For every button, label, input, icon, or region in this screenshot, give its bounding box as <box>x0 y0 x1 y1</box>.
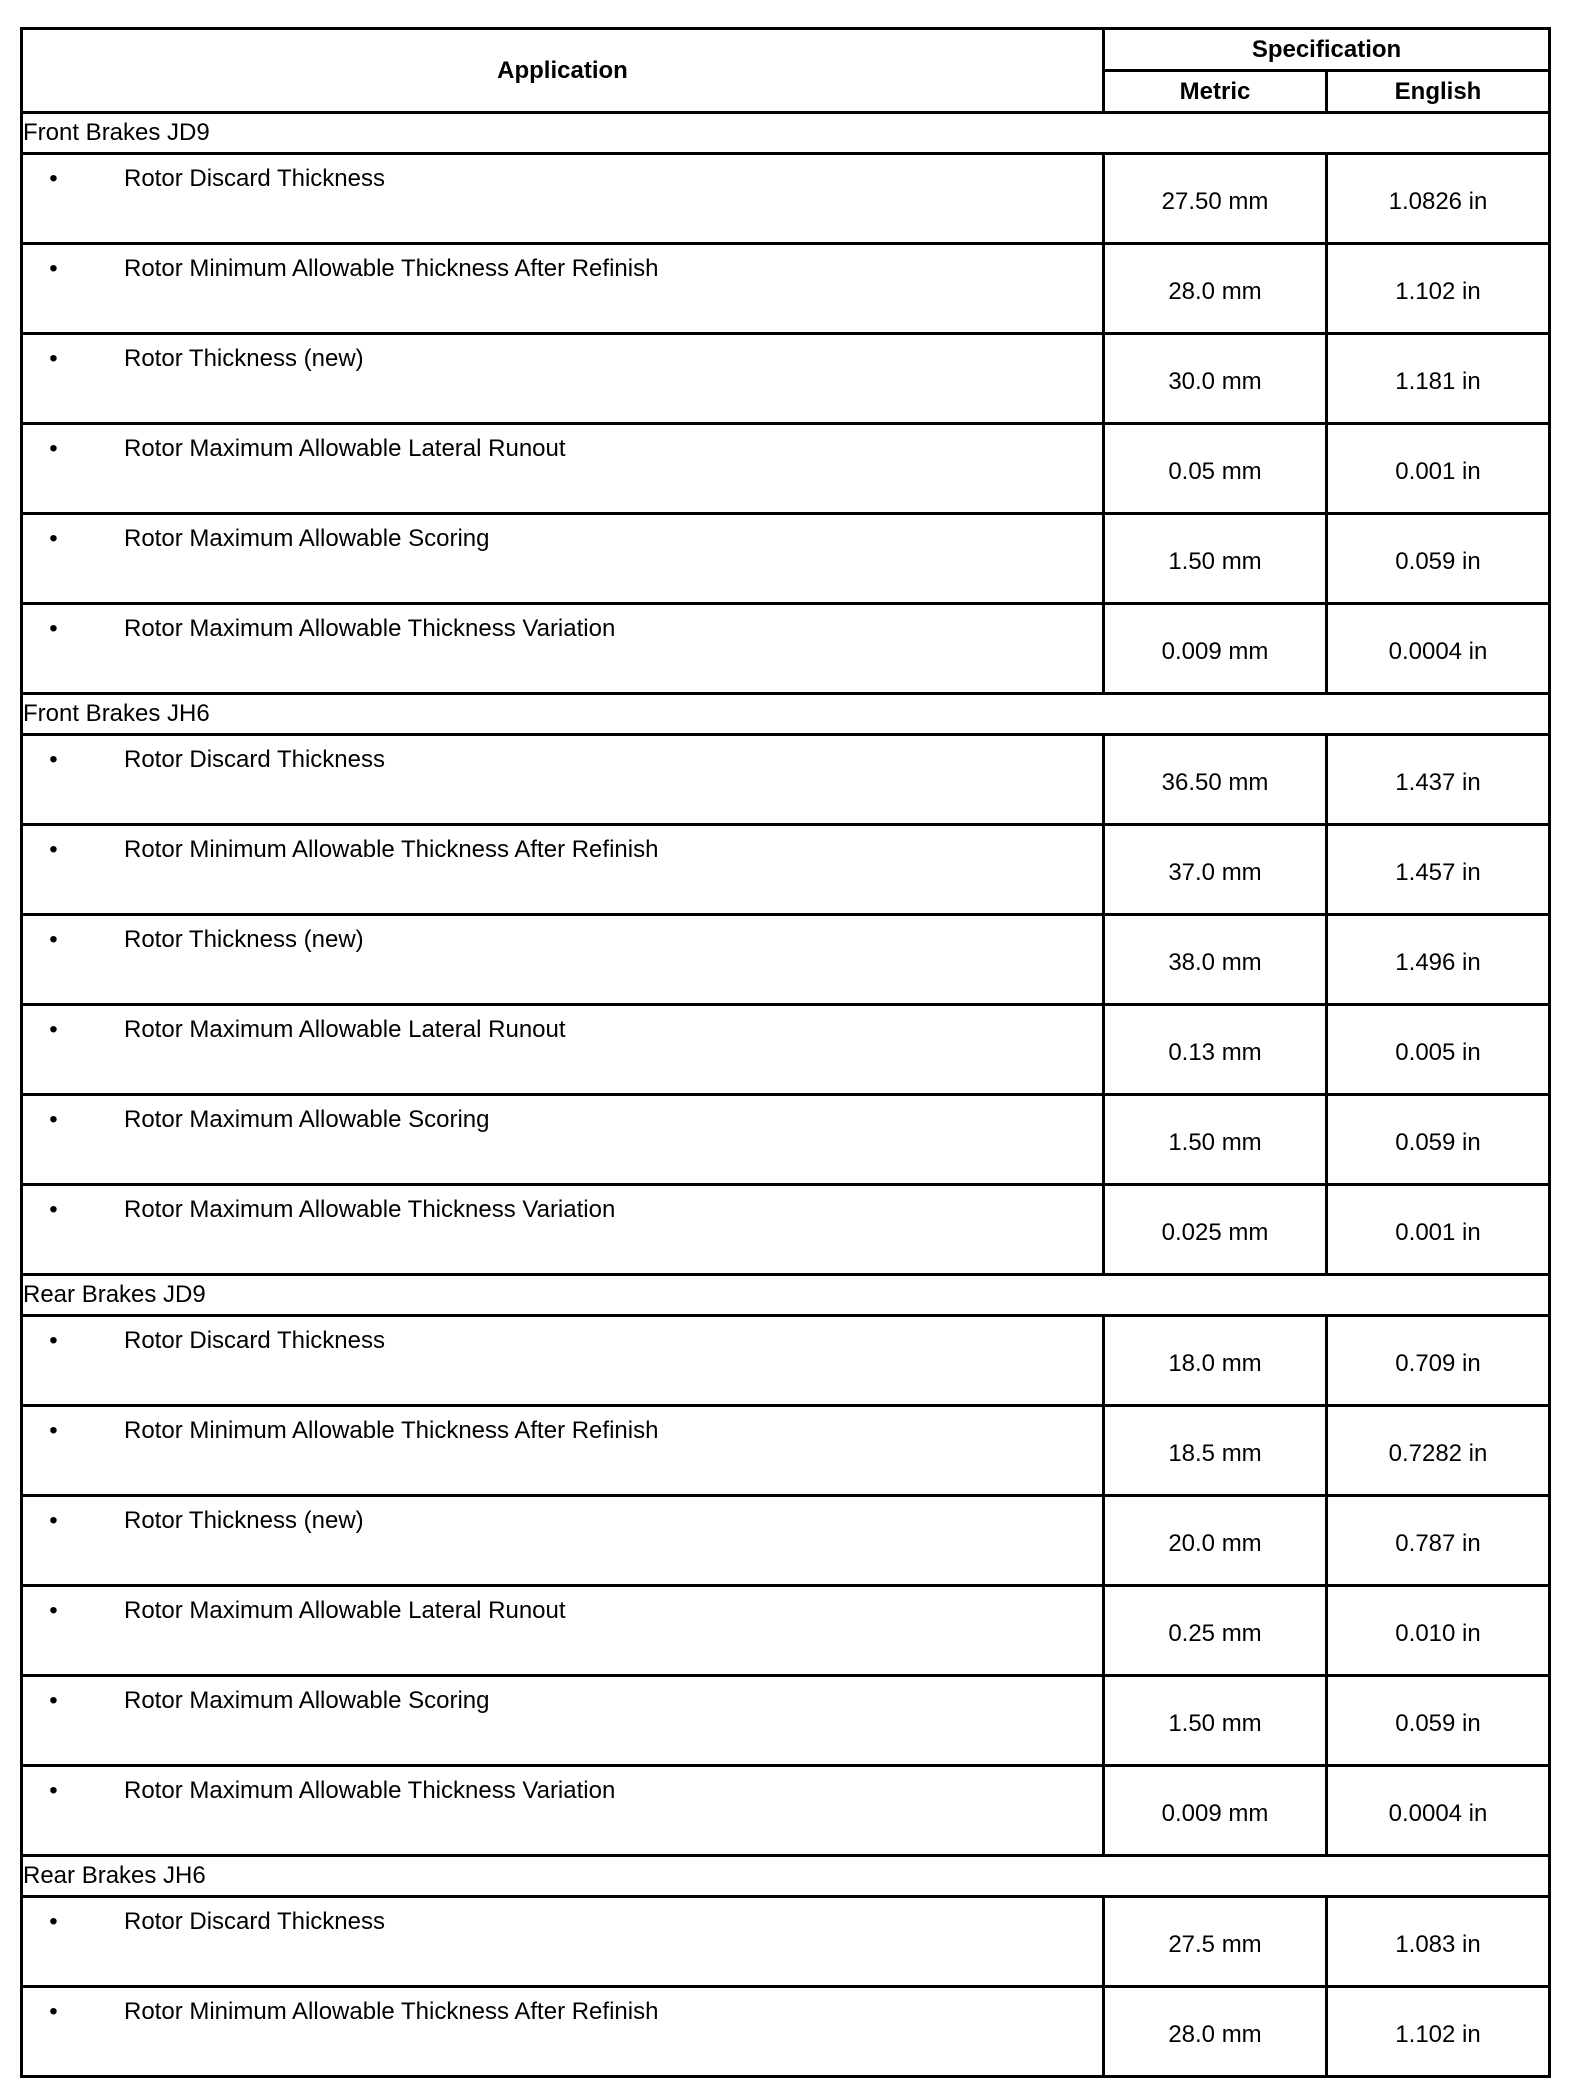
metric-header: Metric <box>1104 71 1327 113</box>
application-cell <box>22 1766 1104 1856</box>
application-cell <box>22 1676 1104 1766</box>
application-text: Rotor Thickness (new) <box>124 345 364 372</box>
english-value: 0.059 in <box>1327 1676 1550 1766</box>
application-text: Rotor Maximum Allowable Lateral Runout <box>124 1016 566 1043</box>
metric-value: 18.5 mm <box>1104 1406 1327 1496</box>
bullet-icon: • <box>49 1417 58 1444</box>
bullet-icon: • <box>49 345 58 372</box>
metric-value: 28.0 mm <box>1104 244 1327 334</box>
english-value: 0.709 in <box>1327 1316 1550 1406</box>
metric-value: 0.009 mm <box>1104 1766 1327 1856</box>
specification-table <box>20 27 1551 2078</box>
table-row <box>22 424 1550 514</box>
bullet-icon: • <box>49 615 58 642</box>
application-text: Rotor Maximum Allowable Thickness Variation <box>124 615 616 642</box>
english-value: 0.001 in <box>1327 424 1550 514</box>
specification-header: Specification <box>1104 29 1550 71</box>
bullet-icon: • <box>49 1507 58 1534</box>
application-text: Rotor Discard Thickness <box>124 165 385 192</box>
bullet-icon: • <box>49 836 58 863</box>
application-cell <box>22 1095 1104 1185</box>
table-row <box>22 1316 1550 1406</box>
table-row <box>22 1766 1550 1856</box>
application-text: Rotor Maximum Allowable Scoring <box>124 525 490 552</box>
metric-value: 36.50 mm <box>1104 735 1327 825</box>
english-value: 0.787 in <box>1327 1496 1550 1586</box>
metric-value: 28.0 mm <box>1104 1987 1327 2077</box>
english-value: 1.457 in <box>1327 825 1550 915</box>
application-cell <box>22 1897 1104 1987</box>
table-row <box>22 1005 1550 1095</box>
bullet-icon: • <box>49 1327 58 1354</box>
bullet-icon: • <box>49 1908 58 1935</box>
english-value: 1.102 in <box>1327 1987 1550 2077</box>
english-value: 0.7282 in <box>1327 1406 1550 1496</box>
table-row <box>22 334 1550 424</box>
table-row <box>22 825 1550 915</box>
bullet-icon: • <box>49 1687 58 1714</box>
application-cell <box>22 154 1104 244</box>
application-header: Application <box>22 29 1104 113</box>
application-cell <box>22 1586 1104 1676</box>
application-cell <box>22 735 1104 825</box>
table-row <box>22 1897 1550 1987</box>
english-value: 0.010 in <box>1327 1586 1550 1676</box>
application-text: Rotor Thickness (new) <box>124 1507 364 1534</box>
application-cell <box>22 1185 1104 1275</box>
table-row <box>22 154 1550 244</box>
table-row <box>22 1987 1550 2077</box>
bullet-icon: • <box>49 746 58 773</box>
section-row <box>22 113 1550 154</box>
application-text: Rotor Minimum Allowable Thickness After Refinish <box>124 1417 659 1444</box>
application-text: Rotor Maximum Allowable Lateral Runout <box>124 1597 566 1624</box>
metric-value: 38.0 mm <box>1104 915 1327 1005</box>
metric-value: 0.05 mm <box>1104 424 1327 514</box>
metric-value: 0.25 mm <box>1104 1586 1327 1676</box>
english-value: 0.059 in <box>1327 514 1550 604</box>
table-row <box>22 1095 1550 1185</box>
application-cell <box>22 1316 1104 1406</box>
application-text: Rotor Maximum Allowable Lateral Runout <box>124 435 566 462</box>
english-value: 0.0004 in <box>1327 1766 1550 1856</box>
metric-value: 27.5 mm <box>1104 1897 1327 1987</box>
application-cell <box>22 604 1104 694</box>
metric-value: 30.0 mm <box>1104 334 1327 424</box>
english-value: 1.0826 in <box>1327 154 1550 244</box>
application-cell <box>22 334 1104 424</box>
metric-value: 0.025 mm <box>1104 1185 1327 1275</box>
table-row <box>22 735 1550 825</box>
application-cell <box>22 1406 1104 1496</box>
bullet-icon: • <box>49 926 58 953</box>
table-header <box>22 29 1550 113</box>
bullet-icon: • <box>49 1998 58 2025</box>
table-row <box>22 1496 1550 1586</box>
section-title: Rear Brakes JD9 <box>22 1275 1550 1316</box>
application-text: Rotor Maximum Allowable Scoring <box>124 1687 490 1714</box>
section-title: Front Brakes JD9 <box>22 113 1550 154</box>
bullet-icon: • <box>49 255 58 282</box>
application-cell <box>22 1496 1104 1586</box>
english-value: 0.005 in <box>1327 1005 1550 1095</box>
application-text: Rotor Discard Thickness <box>124 746 385 773</box>
table-body <box>22 113 1550 2077</box>
bullet-icon: • <box>49 1597 58 1624</box>
metric-value: 37.0 mm <box>1104 825 1327 915</box>
section-row <box>22 1856 1550 1897</box>
table-row <box>22 244 1550 334</box>
application-text: Rotor Discard Thickness <box>124 1908 385 1935</box>
bullet-icon: • <box>49 1777 58 1804</box>
application-text: Rotor Discard Thickness <box>124 1327 385 1354</box>
bullet-icon: • <box>49 1196 58 1223</box>
metric-value: 20.0 mm <box>1104 1496 1327 1586</box>
application-cell <box>22 514 1104 604</box>
english-value: 0.001 in <box>1327 1185 1550 1275</box>
table-row <box>22 1185 1550 1275</box>
section-title: Rear Brakes JH6 <box>22 1856 1550 1897</box>
metric-value: 1.50 mm <box>1104 1095 1327 1185</box>
application-text: Rotor Maximum Allowable Thickness Variation <box>124 1777 616 1804</box>
application-text: Rotor Minimum Allowable Thickness After Refinish <box>124 1998 659 2025</box>
application-cell <box>22 1005 1104 1095</box>
table-row <box>22 514 1550 604</box>
english-value: 0.0004 in <box>1327 604 1550 694</box>
header-row-top <box>22 29 1550 71</box>
bullet-icon: • <box>49 525 58 552</box>
english-value: 1.102 in <box>1327 244 1550 334</box>
application-cell <box>22 424 1104 514</box>
table-row <box>22 915 1550 1005</box>
bullet-icon: • <box>49 435 58 462</box>
application-cell <box>22 244 1104 334</box>
english-header: English <box>1327 71 1550 113</box>
table-row <box>22 604 1550 694</box>
metric-value: 1.50 mm <box>1104 514 1327 604</box>
metric-value: 27.50 mm <box>1104 154 1327 244</box>
metric-value: 0.009 mm <box>1104 604 1327 694</box>
application-text: Rotor Minimum Allowable Thickness After Refinish <box>124 255 659 282</box>
english-value: 1.083 in <box>1327 1897 1550 1987</box>
english-value: 1.181 in <box>1327 334 1550 424</box>
table-row <box>22 1586 1550 1676</box>
english-value: 1.496 in <box>1327 915 1550 1005</box>
application-text: Rotor Maximum Allowable Thickness Variation <box>124 1196 616 1223</box>
bullet-icon: • <box>49 1016 58 1043</box>
section-row <box>22 1275 1550 1316</box>
table-row <box>22 1406 1550 1496</box>
application-cell <box>22 915 1104 1005</box>
metric-value: 0.13 mm <box>1104 1005 1327 1095</box>
metric-value: 1.50 mm <box>1104 1676 1327 1766</box>
bullet-icon: • <box>49 1106 58 1133</box>
bullet-icon: • <box>49 165 58 192</box>
application-cell <box>22 1987 1104 2077</box>
english-value: 0.059 in <box>1327 1095 1550 1185</box>
metric-value: 18.0 mm <box>1104 1316 1327 1406</box>
application-text: Rotor Minimum Allowable Thickness After Refinish <box>124 836 659 863</box>
section-row <box>22 694 1550 735</box>
application-text: Rotor Thickness (new) <box>124 926 364 953</box>
english-value: 1.437 in <box>1327 735 1550 825</box>
section-title: Front Brakes JH6 <box>22 694 1550 735</box>
table-row <box>22 1676 1550 1766</box>
application-text: Rotor Maximum Allowable Scoring <box>124 1106 490 1133</box>
application-cell <box>22 825 1104 915</box>
